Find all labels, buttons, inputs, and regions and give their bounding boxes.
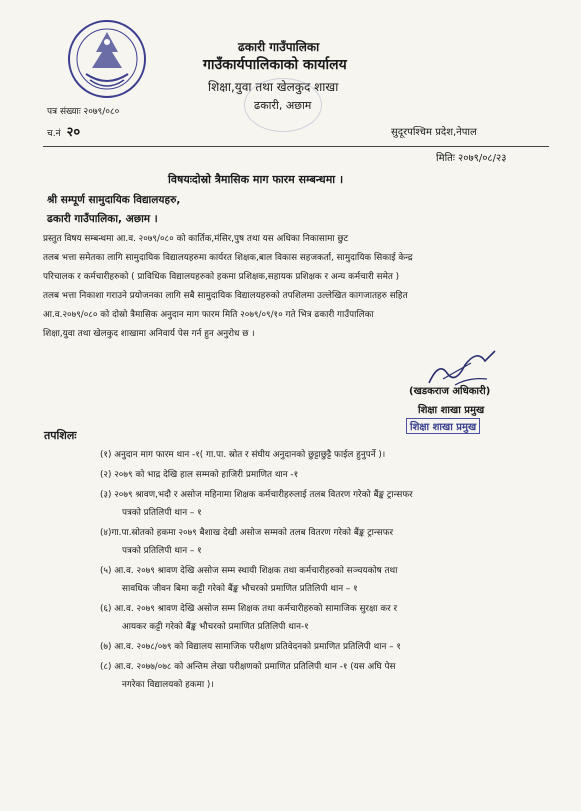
- details-heading: तपशिलः: [44, 429, 77, 442]
- body-line: शिक्षा,युवा तथा खेलकुद शाखामा अनिवार्य पेस गर्न हुन अनुरोध छ ।: [43, 329, 255, 339]
- recipient-line-1: श्री सम्पूर्ण सामुदायिक विद्यालयहरु,: [47, 194, 181, 206]
- letter-subject: विषयःदोस्रो त्रैमासिक माग फारम सम्बन्धमा ।: [168, 173, 344, 186]
- header-divider: [43, 146, 549, 147]
- dispatch-label: च.नं: [47, 129, 61, 139]
- recipient-line-2: ढकारी गाउँपालिका, अछाम ।: [47, 213, 158, 225]
- section-name: शिक्षा,युवा तथा खेलकुद शाखा: [208, 80, 339, 94]
- body-line: परिचालक र कर्मचारीहरुको ( प्राविधिक विद्यालयहरुको हकमा प्रशिक्षक,सहायक प्रशिक्षक र अन्य कर्मचारी समेत ): [43, 272, 400, 282]
- government-emblem-icon: [66, 18, 148, 100]
- list-item: (७) आ.व. २०७८/०७९ को विद्यालय सामाजिक परीक्षण प्रतिवेदनको प्रमाणित प्रतिलिपी थान – १: [100, 642, 401, 652]
- province-name: सुदूरपश्चिम प्रदेश,नेपाल: [391, 127, 477, 138]
- office-seal-stamp: [244, 78, 322, 132]
- body-line: आ.व.२०७९/०८० को दोस्रो त्रैमासिक अनुदान माग फारम मिति २०७९/०९/१० गते भित्र ढकारी गाउँपालिका: [43, 310, 374, 320]
- signatory-stamp: शिक्षा शाखा प्रमुख: [406, 418, 480, 434]
- list-item-continuation: सावधिक जीवन बिमा कट्टी गरेको बैंङ्क भौचरको प्रमाणित प्रतिलिपी थान – १: [122, 584, 358, 594]
- list-item-continuation: नगरेका विद्यालयको हकमा )।: [122, 680, 214, 690]
- list-item-continuation: आयकर कट्टी गरेको बैंङ्क भौचरको प्रमाणित प्रतिलिपी थान-१: [122, 622, 309, 632]
- dispatch-number: [47, 122, 80, 140]
- list-item: (३) २०७९ श्रावण,भदौ र असोज महिनामा शिक्षक कर्मचारीहरुलाई तलब वितरण गरेको बैंङ्क ट्रान्सफर: [100, 490, 413, 500]
- municipality-name: ढकारी गाउँपालिका: [238, 40, 320, 54]
- body-line: तलब भत्ता निकाशा गराउने प्रयोजनका लागि सबै सामुदायिक विद्यालयहरुको तपशिलमा उल्लेखित कागजातहरु सहित: [43, 291, 408, 301]
- list-item: (८) आ.व. २०७७/०७८ को अन्तिम लेखा परीक्षणको प्रमाणित प्रतिलिपी थान -१ (यस अघि पेस: [100, 662, 396, 672]
- list-item: (६) आ.व. २०७९ श्रावण देखि असोज सम्म शिक्षक तथा कर्मचारीहरुको सामाजिक सुरक्षा कर र: [100, 604, 398, 614]
- letter-number: पत्र संख्याः २०७९/०८०: [47, 107, 120, 117]
- letter-date: मितिः २०७९/०८/२३: [436, 153, 507, 164]
- list-item-continuation: पत्रको प्रतिलिपी थान – १: [122, 508, 202, 518]
- list-item: (४)गा.पा.स्रोतको हकमा २०७९ बैशाख देखी असोज सम्मको तलब वितरण गरेको बैंङ्क ट्रान्सफर: [100, 528, 394, 538]
- list-item: (१) अनुदान माग फारम थान -१( गा.पा. स्रोत र संघीय अनुदानको छुट्टाछुट्टै फाईल हुनुपर्ने )।: [100, 450, 386, 460]
- office-location: ढकारी, अछाम: [254, 99, 312, 112]
- office-name: गाउँकार्यपालिकाको कार्यालय: [203, 57, 347, 73]
- signatory-name: (खडकराज अधिकारी): [409, 386, 491, 397]
- body-line: प्रस्तुत विषय सम्बन्धमा आ.व. २०७९/०८० को कार्तिक,मंसिर,पुष तथा यस अधिका निकासामा छुट: [43, 234, 349, 244]
- signatory-title: शिक्षा शाखा प्रमुख: [418, 405, 485, 416]
- list-item: (२) २०७९ को भाद्र देखि हाल सम्मको हाजिरी प्रमाणित थान -१: [100, 470, 299, 480]
- list-item-continuation: पत्रको प्रतिलिपी थान – १: [122, 546, 202, 556]
- dispatch-value: २०: [66, 125, 81, 140]
- body-line: तलब भत्ता समेतका लागि सामुदायिक विद्यालयहरुमा कार्यरत शिक्षक,बाल विकास सहजकर्ता, सामुदायिक सिकाई केन्द्र: [43, 253, 413, 263]
- list-item: (५) आ.व. २०७९ श्रावण देखि असोज सम्म स्थायी शिक्षक तथा कर्मचारीहरुको सञ्चयकोष तथा: [100, 566, 398, 576]
